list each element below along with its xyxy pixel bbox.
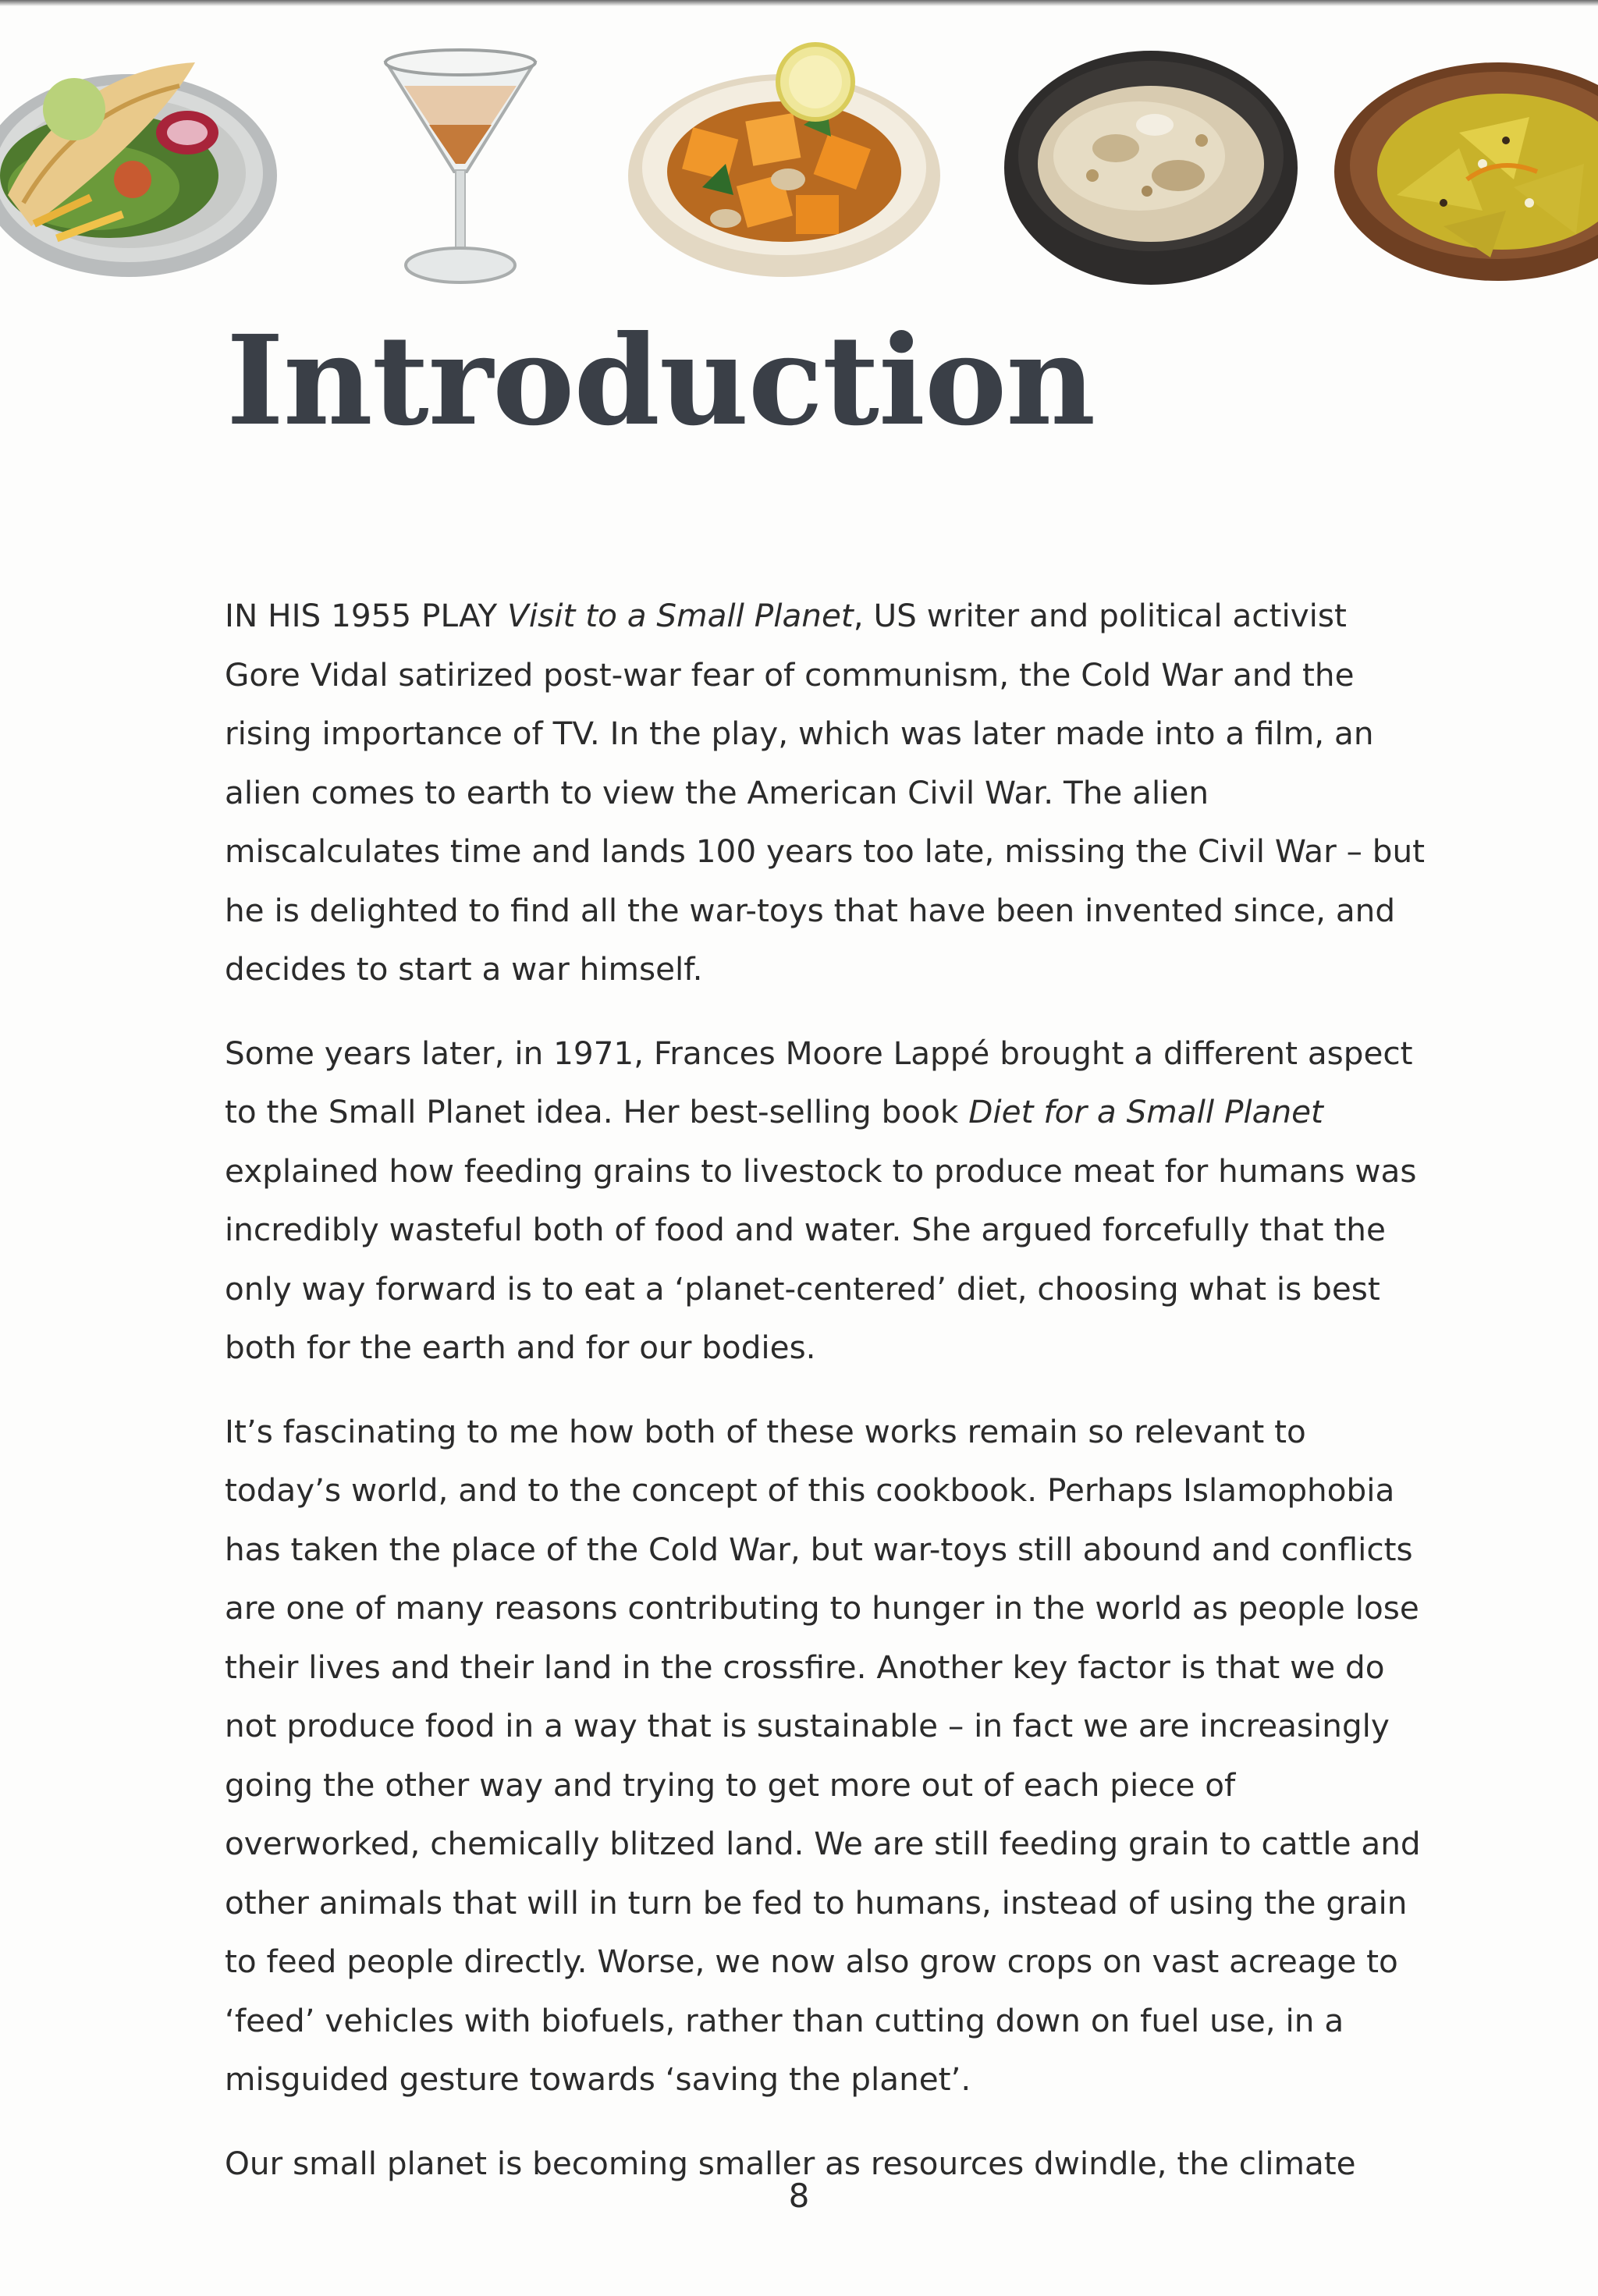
paragraph <box>225 587 1426 999</box>
book-title: Diet for a Small Planet <box>968 1093 1323 1130</box>
paragraph: Our small planet is becoming smaller as resources dwindle, the climate <box>225 2144 1356 2182</box>
paragraph-text: Some years later, in 1971, Frances Moore Lappé brought a different aspect to the Small Planet idea. Her best-selling book <box>225 1034 1413 1130</box>
page-title: Introduction <box>226 309 1096 453</box>
food-photo-strip <box>0 23 1598 289</box>
paragraph <box>225 1024 1426 1378</box>
top-edge-rule <box>0 0 1598 6</box>
pickled-vegetables-bowl-photo-icon <box>1326 47 1598 289</box>
paragraph-text: explained how feeding grains to livestock to produce meat for humans was incredibly wasteful both of food and water. She argued forcefully that the only way forward is to eat a ‘planet-centered’ diet, choosing what is best both for the earth and for our bodies. <box>225 1152 1417 1366</box>
paragraph-text: , US writer and political activist Gore Vidal satirized post-war fear of communism, the Cold War and the rising importance of TV. In the play, which was later made into a film, an alien comes to earth to view the American Civil War. The alien miscalculates time and lands 100 years too late, missing the Civil War – but he is delighted to find all the war-toys that have been invented since, and decides to start a war himself. <box>225 597 1426 988</box>
cocktail-glass-photo-icon <box>375 39 546 289</box>
taco-plate-photo-icon <box>0 39 281 289</box>
play-title: Visit to a Small Planet <box>507 597 854 634</box>
page-number: 8 <box>788 2177 810 2215</box>
paragraph-text: IN HIS 1955 PLAY <box>225 597 508 634</box>
body-text <box>225 587 1426 2218</box>
paragraph: It’s fascinating to me how both of these works remain so relevant to today’s world, and to the concept of this cookbook. Perhaps Islamophobia has taken the place of the Cold War, but war-toys still abound and conflicts are one of many reasons contributing to hunger in the world as people lose their lives and their land in the crossfire. Another key factor is that we do not produce food in a way that is sustainable – in fact we are increasingly going the other way and trying to get more out of each piece of overworked, chemically blitzed land. We are still feeding grain to cattle and other animals that will in turn be fed to humans, instead of using the grain to feed people directly. Worse, we now also grow crops on vast acreage to ‘feed’ vehicles with biofuels, rather than cutting down on fuel use, in a misguided gesture towards ‘saving the planet’. <box>225 1412 1421 2098</box>
squash-salad-bowl-photo-icon <box>624 39 944 289</box>
rice-pilaf-bowl-photo-icon <box>999 39 1303 289</box>
